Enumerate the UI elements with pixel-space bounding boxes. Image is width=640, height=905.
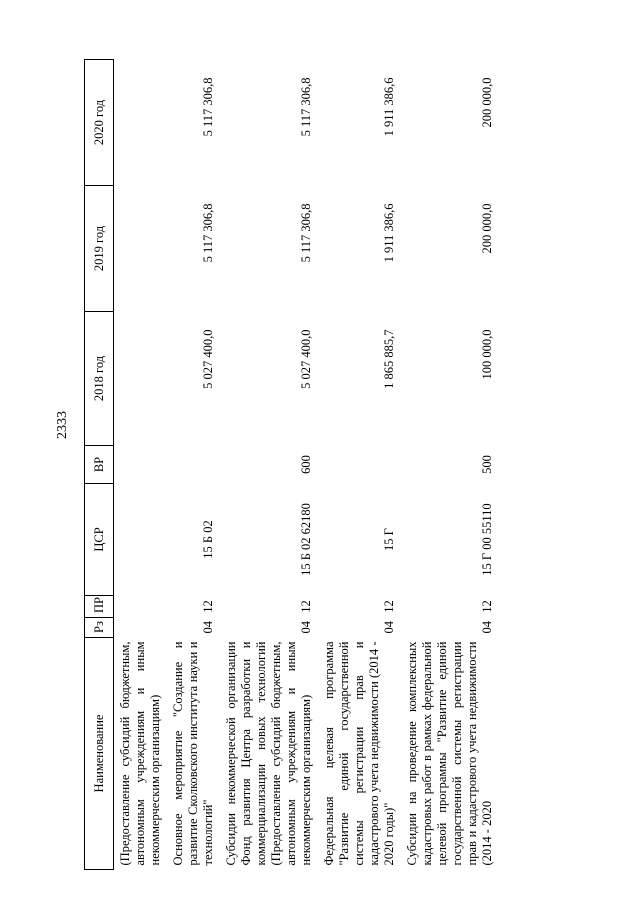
row-2020 <box>114 60 168 186</box>
row-rz: 04 <box>480 621 494 634</box>
row-2019: 5 117 306,8 <box>299 203 313 263</box>
row-rz <box>114 618 168 638</box>
row-vr: 600 <box>299 455 313 474</box>
row-pr: 12 <box>299 600 313 613</box>
header-csr: ЦСР <box>85 484 114 596</box>
row-vr: 500 <box>480 455 494 474</box>
row-pr <box>114 596 168 618</box>
row-2019: 1 911 386,6 <box>382 203 396 263</box>
header-vr: ВР <box>85 446 114 484</box>
header-2018: 2018 год <box>85 312 114 446</box>
row-2020: 1 911 386,6 <box>382 77 396 137</box>
row-vr <box>318 446 401 484</box>
row-2019: 200 000,0 <box>480 203 494 254</box>
header-pr: ПР <box>85 596 114 618</box>
header-2020: 2020 год <box>85 60 114 186</box>
row-pr: 12 <box>382 600 396 613</box>
row-vr <box>167 446 220 484</box>
row-2020: 200 000,0 <box>480 77 494 128</box>
budget-table <box>84 59 499 870</box>
row-name: (Предоставление субсидий бюджетным, автономным учреждениям и иным некоммерческим организациям) <box>118 641 162 866</box>
table-header-row <box>85 60 114 870</box>
row-name: Федеральная целевая программа "Развитие единой государственной системы регистрации прав и кадастрового учета недвижимости (2014 - 2020 годы)" <box>322 641 396 866</box>
page-number: 2333 <box>55 411 70 439</box>
row-name: Субсидии на проведение комплексных кадастровых работ в рамках федеральной целевой программы "Развитие единой государственной системы регистрации прав и кадастрового учета недвижимости (2014 - 2020 <box>405 641 494 866</box>
row-csr <box>114 484 168 596</box>
row-2018: 1 865 885,7 <box>382 329 396 389</box>
row-csr: 15 Г 00 55110 <box>480 503 494 576</box>
table-row <box>318 60 401 870</box>
header-rz: Рз <box>85 618 114 638</box>
row-csr: 15 Б 02 <box>201 520 215 559</box>
header-name: Наименование <box>85 638 114 870</box>
header-2019: 2019 год <box>85 186 114 312</box>
row-pr: 12 <box>480 600 494 613</box>
row-2018 <box>114 312 168 446</box>
rotated-page <box>84 60 604 870</box>
table-row <box>167 60 220 870</box>
table-row <box>220 60 318 870</box>
row-name: Субсидии некоммерческой организации Фонд развития Центра разработки и коммерциализации новых технологий (Предоставление субсидий бюджетным, автономным учреждениям и иным некоммерческим организациям) <box>224 641 313 866</box>
row-rz: 04 <box>299 621 313 634</box>
row-rz: 04 <box>201 621 215 634</box>
row-2019 <box>114 186 168 312</box>
row-csr: 15 Б 02 62180 <box>299 503 313 576</box>
row-2018: 100 000,0 <box>480 329 494 380</box>
row-2018: 5 027 400,0 <box>299 329 313 389</box>
table-row <box>401 60 499 870</box>
row-pr: 12 <box>201 600 215 613</box>
row-2020: 5 117 306,8 <box>201 77 215 137</box>
row-rz: 04 <box>382 621 396 634</box>
row-name: Основное мероприятие "Создание и развитие Сколковского института науки и технологий" <box>171 641 215 866</box>
row-2019: 5 117 306,8 <box>201 203 215 263</box>
row-vr <box>114 446 168 484</box>
row-2020: 5 117 306,8 <box>299 77 313 137</box>
row-2018: 5 027 400,0 <box>201 329 215 389</box>
row-csr: 15 Г <box>382 528 396 551</box>
table-row <box>114 60 168 870</box>
